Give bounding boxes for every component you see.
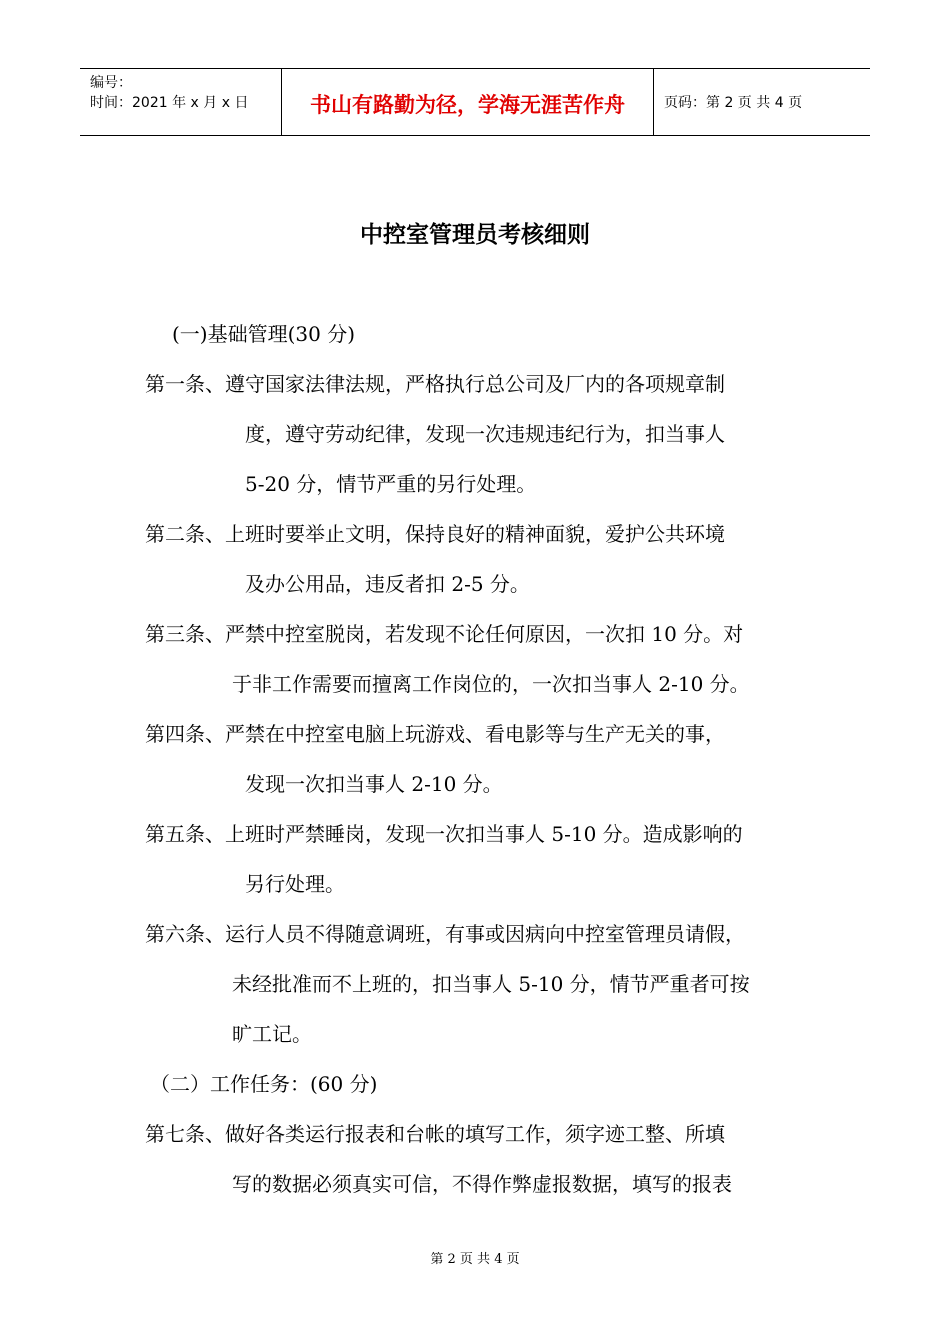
document-title: 中控室管理员考核细则 (360, 222, 590, 248)
article-6-line-1: 第六条、运行人员不得随意调班，有事或因病向中控室管理员请假， (145, 922, 745, 946)
header-motto: 书山有路勤为径，学海无涯苦作舟 (282, 69, 654, 135)
page-header (80, 68, 870, 136)
section-heading-tasks: （二）工作任务：(60 分) (150, 1072, 378, 1096)
article-1-line-3: 5-20 分，情节严重的另行处理。 (245, 472, 537, 496)
section-heading-basic: (一)基础管理(30 分) (172, 322, 356, 346)
article-3-line-1: 第三条、严禁中控室脱岗，若发现不论任何原因，一次扣 10 分。对 (145, 622, 744, 646)
article-7-line-2: 写的数据必须真实可信，不得作弊虚报数据，填写的报表 (232, 1172, 732, 1196)
article-2-line-1: 第二条、上班时要举止文明，保持良好的精神面貌，爱护公共环境 (145, 522, 725, 546)
article-6-line-2: 未经批准而不上班的，扣当事人 5-10 分，情节严重者可按 (232, 972, 750, 996)
article-3-line-2: 于非工作需要而擅离工作岗位的，一次扣当事人 2-10 分。 (232, 672, 750, 696)
article-2-line-2: 及办公用品，违反者扣 2-5 分。 (245, 572, 530, 596)
header-left-cell (80, 69, 282, 135)
document-number-label: 编号： (90, 75, 132, 91)
article-6-line-3: 旷工记。 (232, 1022, 312, 1046)
article-4-line-1: 第四条、严禁在中控室电脑上玩游戏、看电影等与生产无关的事， (145, 722, 725, 746)
article-5-line-1: 第五条、上班时严禁睡岗，发现一次扣当事人 5-10 分。造成影响的 (145, 822, 743, 846)
article-1-line-1: 第一条、遵守国家法律法规，严格执行总公司及厂内的各项规章制 (145, 372, 725, 396)
document-time-label: 时间：2021 年 x 月 x 日 (90, 95, 249, 111)
article-5-line-2: 另行处理。 (245, 872, 345, 896)
page-footer: 第 2 页 共 4 页 (430, 1252, 520, 1267)
article-7-line-1: 第七条、做好各类运行报表和台帐的填写工作，须字迹工整、所填 (145, 1122, 725, 1146)
header-page-info: 页码：第 2 页 共 4 页 (664, 95, 803, 111)
article-1-line-2: 度，遵守劳动纪律，发现一次违规违纪行为，扣当事人 (245, 422, 725, 446)
article-4-line-2: 发现一次扣当事人 2-10 分。 (245, 772, 503, 796)
